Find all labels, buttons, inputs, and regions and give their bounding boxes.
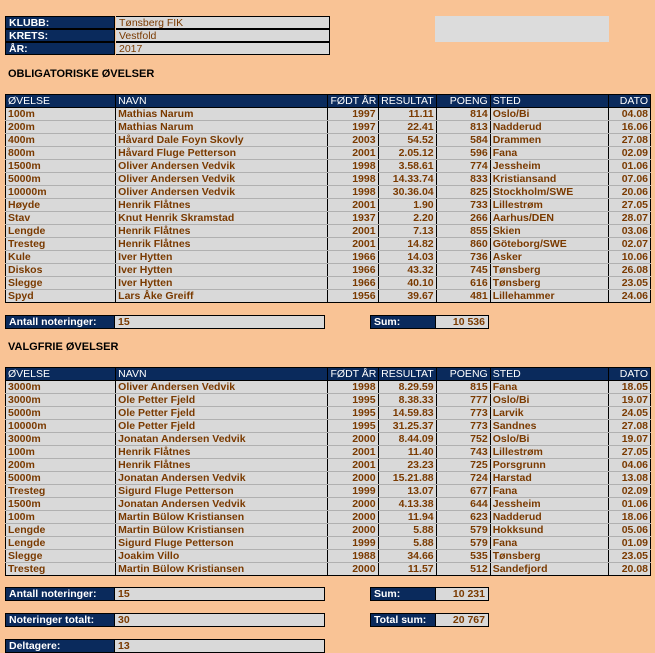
cell-event[interactable]: Stav <box>6 212 116 225</box>
cell-result[interactable]: 11.94 <box>378 511 436 524</box>
cell-event[interactable]: Kule <box>6 251 116 264</box>
cell-date[interactable]: 27.08 <box>608 420 650 433</box>
table-row <box>6 160 651 173</box>
cell-event[interactable]: 3000m <box>6 433 116 446</box>
cell-born[interactable]: 2001 <box>328 199 378 212</box>
cell-born[interactable]: 1997 <box>328 121 378 134</box>
cell-name[interactable]: Henrik Flåtnes <box>116 459 328 472</box>
cell-born[interactable]: 2001 <box>328 147 378 160</box>
cell-place[interactable]: Hokksund <box>490 524 608 537</box>
cell-event[interactable]: 1500m <box>6 498 116 511</box>
cell-points[interactable]: 535 <box>436 550 490 563</box>
cell-born[interactable]: 2000 <box>328 563 378 576</box>
cell-result[interactable]: 15.21.88 <box>378 472 436 485</box>
cell-place[interactable]: Skien <box>490 225 608 238</box>
cell-place[interactable]: Kristiansand <box>490 173 608 186</box>
cell-name[interactable]: Mathias Narum <box>116 108 328 121</box>
cell-result[interactable]: 5.88 <box>378 537 436 550</box>
cell-date[interactable]: 01.06 <box>608 498 650 511</box>
cell-born[interactable]: 2001 <box>328 459 378 472</box>
cell-date[interactable]: 10.06 <box>608 251 650 264</box>
cell-born[interactable]: 2000 <box>328 511 378 524</box>
cell-name[interactable]: Ole Petter Fjeld <box>116 394 328 407</box>
cell-event[interactable]: Høyde <box>6 199 116 212</box>
cell-points[interactable]: 724 <box>436 472 490 485</box>
col-result: RESULTAT <box>378 95 436 108</box>
cell-place[interactable]: Tønsberg <box>490 550 608 563</box>
total-notes-value[interactable]: 30 <box>114 613 325 627</box>
table-row <box>6 212 651 225</box>
cell-result[interactable]: 14.82 <box>378 238 436 251</box>
cell-points[interactable]: 752 <box>436 433 490 446</box>
cell-points[interactable]: 813 <box>436 121 490 134</box>
cell-points[interactable]: 860 <box>436 238 490 251</box>
cell-result[interactable]: 2.05.12 <box>378 147 436 160</box>
table-row <box>6 524 651 537</box>
cell-date[interactable]: 27.08 <box>608 134 650 147</box>
cell-place[interactable]: Porsgrunn <box>490 459 608 472</box>
cell-born[interactable]: 1937 <box>328 212 378 225</box>
cell-result[interactable]: 11.40 <box>378 446 436 459</box>
col-born: FØDT ÅR <box>328 368 378 381</box>
cell-date[interactable]: 27.05 <box>608 446 650 459</box>
cell-date[interactable]: 01.09 <box>608 537 650 550</box>
mandatory-count-value[interactable]: 15 <box>114 315 325 329</box>
table-row <box>6 108 651 121</box>
cell-place[interactable]: Nadderud <box>490 121 608 134</box>
table-row <box>6 511 651 524</box>
table-row <box>6 420 651 433</box>
cell-born[interactable]: 1998 <box>328 186 378 199</box>
optional-sum-value[interactable]: 10 231 <box>435 587 489 601</box>
col-points: POENG <box>436 95 490 108</box>
cell-points[interactable]: 725 <box>436 459 490 472</box>
cell-born[interactable]: 1998 <box>328 173 378 186</box>
table-row <box>6 459 651 472</box>
cell-name[interactable]: Lars Åke Greiff <box>116 290 328 303</box>
total-notes-label: Noteringer totalt: <box>5 613 115 627</box>
table-row <box>6 264 651 277</box>
table-row <box>6 550 651 563</box>
cell-date[interactable]: 02.09 <box>608 485 650 498</box>
mandatory-sum-label: Sum: <box>370 315 436 329</box>
cell-born[interactable]: 1995 <box>328 394 378 407</box>
cell-result[interactable]: 1.90 <box>378 199 436 212</box>
optional-header-row <box>6 368 651 381</box>
cell-born[interactable]: 1997 <box>328 108 378 121</box>
cell-born[interactable]: 1995 <box>328 420 378 433</box>
cell-name[interactable]: Sigurd Fluge Petterson <box>116 485 328 498</box>
cell-points[interactable]: 481 <box>436 290 490 303</box>
cell-date[interactable]: 23.05 <box>608 277 650 290</box>
table-row <box>6 225 651 238</box>
cell-date[interactable]: 20.06 <box>608 186 650 199</box>
mandatory-table <box>5 94 651 303</box>
table-row <box>6 537 651 550</box>
cell-result[interactable]: 5.88 <box>378 524 436 537</box>
cell-born[interactable]: 2001 <box>328 238 378 251</box>
cell-event[interactable]: Slegge <box>6 550 116 563</box>
cell-name[interactable]: Joakim Villo <box>116 550 328 563</box>
cell-points[interactable]: 745 <box>436 264 490 277</box>
mandatory-sum-value[interactable]: 10 536 <box>435 315 489 329</box>
cell-name[interactable]: Sigurd Fluge Petterson <box>116 537 328 550</box>
cell-born[interactable]: 2000 <box>328 498 378 511</box>
cell-place[interactable]: Stockholm/SWE <box>490 186 608 199</box>
cell-result[interactable]: 22.41 <box>378 121 436 134</box>
cell-points[interactable]: 733 <box>436 199 490 212</box>
cell-place[interactable]: Oslo/Bi <box>490 108 608 121</box>
cell-result[interactable]: 8.44.09 <box>378 433 436 446</box>
cell-name[interactable]: Henrik Flåtnes <box>116 199 328 212</box>
optional-table <box>5 367 651 576</box>
table-row <box>6 134 651 147</box>
cell-name[interactable]: Mathias Narum <box>116 121 328 134</box>
mandatory-count-label: Antall noteringer: <box>5 315 115 329</box>
cell-result[interactable]: 2.20 <box>378 212 436 225</box>
cell-points[interactable]: 266 <box>436 212 490 225</box>
cell-result[interactable]: 7.13 <box>378 225 436 238</box>
cell-born[interactable]: 1998 <box>328 381 378 394</box>
cell-event[interactable]: 100m <box>6 511 116 524</box>
cell-name[interactable]: Henrik Flåtnes <box>116 225 328 238</box>
cell-place[interactable]: Fana <box>490 485 608 498</box>
cell-result[interactable]: 4.13.38 <box>378 498 436 511</box>
cell-name[interactable]: Martin Bülow Kristiansen <box>116 511 328 524</box>
cell-result[interactable]: 14.33.74 <box>378 173 436 186</box>
cell-event[interactable]: Lengde <box>6 524 116 537</box>
cell-result[interactable]: 23.23 <box>378 459 436 472</box>
cell-result[interactable]: 34.66 <box>378 550 436 563</box>
col-date: DATO <box>608 368 650 381</box>
cell-date[interactable]: 19.07 <box>608 394 650 407</box>
col-points: POENG <box>436 368 490 381</box>
table-row <box>6 277 651 290</box>
cell-points[interactable]: 774 <box>436 160 490 173</box>
cell-points[interactable]: 833 <box>436 173 490 186</box>
cell-place[interactable]: Jessheim <box>490 498 608 511</box>
cell-date[interactable]: 18.06 <box>608 511 650 524</box>
cell-date[interactable]: 18.05 <box>608 381 650 394</box>
cell-result[interactable]: 43.32 <box>378 264 436 277</box>
cell-event[interactable]: Spyd <box>6 290 116 303</box>
cell-result[interactable]: 3.58.61 <box>378 160 436 173</box>
cell-points[interactable]: 777 <box>436 394 490 407</box>
cell-place[interactable]: Lillestrøm <box>490 446 608 459</box>
cell-event[interactable]: 5000m <box>6 173 116 186</box>
cell-event[interactable]: 1500m <box>6 160 116 173</box>
year-label: ÅR: <box>5 42 115 55</box>
table-row <box>6 394 651 407</box>
col-place: STED <box>490 95 608 108</box>
total-sum-label: Total sum: <box>370 613 436 627</box>
table-row <box>6 563 651 576</box>
club-label: KLUBB: <box>5 16 115 29</box>
cell-name[interactable]: Oliver Andersen Vedvik <box>116 186 328 199</box>
cell-place[interactable]: Lillehammer <box>490 290 608 303</box>
cell-name[interactable]: Knut Henrik Skramstad <box>116 212 328 225</box>
cell-event[interactable]: 3000m <box>6 381 116 394</box>
cell-name[interactable]: Ole Petter Fjeld <box>116 407 328 420</box>
cell-born[interactable]: 2000 <box>328 472 378 485</box>
cell-name[interactable]: Henrik Flåtnes <box>116 238 328 251</box>
optional-count-value[interactable]: 15 <box>114 587 325 601</box>
cell-born[interactable]: 1995 <box>328 407 378 420</box>
table-row <box>6 147 651 160</box>
cell-name[interactable]: Martin Bülow Kristiansen <box>116 563 328 576</box>
cell-born[interactable]: 1966 <box>328 251 378 264</box>
cell-born[interactable]: 1999 <box>328 485 378 498</box>
cell-points[interactable]: 623 <box>436 511 490 524</box>
cell-name[interactable]: Iver Hytten <box>116 277 328 290</box>
mandatory-header-row <box>6 95 651 108</box>
blank-cell[interactable] <box>435 16 609 42</box>
region-value[interactable]: Vestfold <box>116 29 330 42</box>
cell-born[interactable]: 1966 <box>328 264 378 277</box>
table-row <box>6 186 651 199</box>
cell-name[interactable]: Jonatan Andersen Vedvik <box>116 472 328 485</box>
cell-date[interactable]: 16.06 <box>608 121 650 134</box>
cell-event[interactable]: Slegge <box>6 277 116 290</box>
cell-place[interactable]: Oslo/Bi <box>490 394 608 407</box>
cell-points[interactable]: 815 <box>436 381 490 394</box>
cell-place[interactable]: Lillestrøm <box>490 199 608 212</box>
cell-place[interactable]: Harstad <box>490 472 608 485</box>
cell-event[interactable]: 10000m <box>6 186 116 199</box>
cell-born[interactable]: 1956 <box>328 290 378 303</box>
cell-result[interactable]: 8.38.33 <box>378 394 436 407</box>
cell-born[interactable]: 1998 <box>328 160 378 173</box>
cell-born[interactable]: 1966 <box>328 277 378 290</box>
cell-event[interactable]: 5000m <box>6 407 116 420</box>
table-row <box>6 381 651 394</box>
cell-date[interactable]: 19.07 <box>608 433 650 446</box>
cell-event[interactable]: Lengde <box>6 537 116 550</box>
table-row <box>6 238 651 251</box>
cell-place[interactable]: Fana <box>490 147 608 160</box>
cell-place[interactable]: Tønsberg <box>490 264 608 277</box>
cell-date[interactable]: 03.06 <box>608 225 650 238</box>
cell-points[interactable]: 644 <box>436 498 490 511</box>
cell-date[interactable]: 01.06 <box>608 160 650 173</box>
participants-label: Deltagere: <box>5 639 115 653</box>
club-value[interactable]: Tønsberg FIK <box>116 16 330 29</box>
col-date: DATO <box>608 95 650 108</box>
cell-points[interactable]: 773 <box>436 420 490 433</box>
cell-name[interactable]: Oliver Andersen Vedvik <box>116 381 328 394</box>
cell-event[interactable]: 400m <box>6 134 116 147</box>
col-name: NAVN <box>116 95 328 108</box>
cell-name[interactable]: Oliver Andersen Vedvik <box>116 160 328 173</box>
cell-born[interactable]: 2001 <box>328 446 378 459</box>
col-event: ØVELSE <box>6 95 116 108</box>
table-row <box>6 199 651 212</box>
cell-date[interactable]: 23.05 <box>608 550 650 563</box>
cell-points[interactable]: 743 <box>436 446 490 459</box>
cell-place[interactable]: Fana <box>490 381 608 394</box>
total-sum-value[interactable]: 20 767 <box>435 613 489 627</box>
cell-event[interactable]: Diskos <box>6 264 116 277</box>
cell-date[interactable]: 02.09 <box>608 147 650 160</box>
cell-name[interactable]: Ole Petter Fjeld <box>116 420 328 433</box>
cell-points[interactable]: 736 <box>436 251 490 264</box>
table-row <box>6 485 651 498</box>
cell-event[interactable]: Lengde <box>6 225 116 238</box>
cell-place[interactable]: Jessheim <box>490 160 608 173</box>
cell-event[interactable]: 200m <box>6 121 116 134</box>
cell-name[interactable]: Jonatan Andersen Vedvik <box>116 498 328 511</box>
cell-points[interactable]: 773 <box>436 407 490 420</box>
participants-value[interactable]: 13 <box>114 639 325 653</box>
cell-result[interactable]: 31.25.37 <box>378 420 436 433</box>
cell-result[interactable]: 30.36.04 <box>378 186 436 199</box>
cell-date[interactable]: 28.07 <box>608 212 650 225</box>
cell-points[interactable]: 616 <box>436 277 490 290</box>
cell-event[interactable]: Tresteg <box>6 238 116 251</box>
cell-date[interactable]: 20.08 <box>608 563 650 576</box>
col-result: RESULTAT <box>378 368 436 381</box>
cell-points[interactable]: 825 <box>436 186 490 199</box>
table-row <box>6 251 651 264</box>
cell-born[interactable]: 2003 <box>328 134 378 147</box>
col-place: STED <box>490 368 608 381</box>
col-event: ØVELSE <box>6 368 116 381</box>
cell-points[interactable]: 596 <box>436 147 490 160</box>
cell-name[interactable]: Iver Hytten <box>116 264 328 277</box>
cell-place[interactable]: Sandnes <box>490 420 608 433</box>
cell-date[interactable]: 05.06 <box>608 524 650 537</box>
table-row <box>6 173 651 186</box>
col-name: NAVN <box>116 368 328 381</box>
cell-result[interactable]: 39.67 <box>378 290 436 303</box>
cell-result[interactable]: 14.03 <box>378 251 436 264</box>
region-label: KRETS: <box>5 29 115 42</box>
cell-points[interactable]: 579 <box>436 537 490 550</box>
cell-place[interactable]: Drammen <box>490 134 608 147</box>
cell-date[interactable]: 02.07 <box>608 238 650 251</box>
cell-name[interactable]: Henrik Flåtnes <box>116 446 328 459</box>
mandatory-title: OBLIGATORISKE ØVELSER <box>8 68 155 80</box>
optional-count-label: Antall noteringer: <box>5 587 115 601</box>
cell-date[interactable]: 26.08 <box>608 264 650 277</box>
cell-date[interactable]: 27.05 <box>608 199 650 212</box>
optional-title: VALGFRIE ØVELSER <box>8 341 119 353</box>
cell-place[interactable]: Tønsberg <box>490 277 608 290</box>
year-value[interactable]: 2017 <box>116 42 330 55</box>
table-row <box>6 407 651 420</box>
cell-event[interactable]: 100m <box>6 446 116 459</box>
cell-points[interactable]: 855 <box>436 225 490 238</box>
cell-date[interactable]: 04.08 <box>608 108 650 121</box>
cell-name[interactable]: Iver Hytten <box>116 251 328 264</box>
cell-event[interactable]: 10000m <box>6 420 116 433</box>
table-row <box>6 498 651 511</box>
cell-date[interactable]: 04.06 <box>608 459 650 472</box>
cell-points[interactable]: 677 <box>436 485 490 498</box>
cell-event[interactable]: Tresteg <box>6 485 116 498</box>
cell-place[interactable]: Oslo/Bi <box>490 433 608 446</box>
cell-born[interactable]: 2001 <box>328 225 378 238</box>
cell-result[interactable]: 14.59.83 <box>378 407 436 420</box>
cell-date[interactable]: 24.06 <box>608 290 650 303</box>
cell-event[interactable]: Tresteg <box>6 563 116 576</box>
table-row <box>6 446 651 459</box>
cell-born[interactable]: 1999 <box>328 537 378 550</box>
cell-event[interactable]: 100m <box>6 108 116 121</box>
cell-points[interactable]: 584 <box>436 134 490 147</box>
cell-event[interactable]: 5000m <box>6 472 116 485</box>
col-born: FØDT ÅR <box>328 95 378 108</box>
cell-result[interactable]: 11.57 <box>378 563 436 576</box>
cell-name[interactable]: Jonatan Andersen Vedvik <box>116 433 328 446</box>
cell-place[interactable]: Asker <box>490 251 608 264</box>
cell-points[interactable]: 579 <box>436 524 490 537</box>
cell-place[interactable]: Fana <box>490 537 608 550</box>
cell-place[interactable]: Nadderud <box>490 511 608 524</box>
cell-result[interactable]: 40.10 <box>378 277 436 290</box>
cell-event[interactable]: 200m <box>6 459 116 472</box>
cell-date[interactable]: 24.05 <box>608 407 650 420</box>
cell-event[interactable]: 800m <box>6 147 116 160</box>
cell-event[interactable]: 3000m <box>6 394 116 407</box>
cell-place[interactable]: Sandefjord <box>490 563 608 576</box>
cell-date[interactable]: 07.06 <box>608 173 650 186</box>
cell-born[interactable]: 2000 <box>328 433 378 446</box>
cell-date[interactable]: 13.08 <box>608 472 650 485</box>
cell-result[interactable]: 8.29.59 <box>378 381 436 394</box>
table-row <box>6 121 651 134</box>
table-row <box>6 290 651 303</box>
cell-place[interactable]: Göteborg/SWE <box>490 238 608 251</box>
optional-sum-label: Sum: <box>370 587 436 601</box>
cell-name[interactable]: Håvard Dale Foyn Skovly <box>116 134 328 147</box>
cell-born[interactable]: 2000 <box>328 524 378 537</box>
cell-place[interactable]: Larvik <box>490 407 608 420</box>
cell-name[interactable]: Oliver Andersen Vedvik <box>116 173 328 186</box>
cell-name[interactable]: Martin Bülow Kristiansen <box>116 524 328 537</box>
cell-result[interactable]: 11.11 <box>378 108 436 121</box>
cell-points[interactable]: 814 <box>436 108 490 121</box>
table-row <box>6 433 651 446</box>
cell-place[interactable]: Aarhus/DEN <box>490 212 608 225</box>
table-row <box>6 472 651 485</box>
cell-born[interactable]: 1988 <box>328 550 378 563</box>
cell-result[interactable]: 13.07 <box>378 485 436 498</box>
cell-name[interactable]: Håvard Fluge Petterson <box>116 147 328 160</box>
cell-points[interactable]: 512 <box>436 563 490 576</box>
cell-result[interactable]: 54.52 <box>378 134 436 147</box>
